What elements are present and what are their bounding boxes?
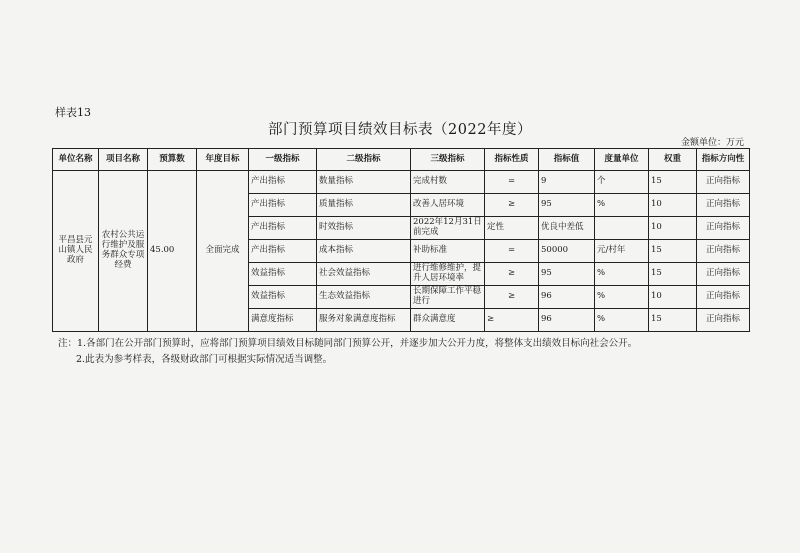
level2-cell: 质量指标 — [317, 194, 411, 217]
weight-cell: 15 — [649, 240, 697, 263]
level1-cell: 效益指标 — [249, 263, 317, 286]
direction-cell: 正向指标 — [697, 217, 750, 240]
direction-cell: 正向指标 — [697, 171, 750, 194]
header-cell: 权重 — [649, 149, 697, 171]
level1-cell: 满意度指标 — [249, 309, 317, 332]
header-cell: 指标方向性 — [697, 149, 750, 171]
header-cell: 二级指标 — [317, 149, 411, 171]
nature-cell: = — [485, 240, 539, 263]
sample-label: 样表13 — [55, 106, 91, 119]
nature-cell: ≥ — [485, 309, 539, 332]
level3-cell: 长期保障工作平稳进行 — [411, 286, 485, 309]
page-title: 部门预算项目绩效目标表（2022年度） — [268, 122, 532, 138]
level3-cell: 完成村数 — [411, 171, 485, 194]
level1-cell: 产出指标 — [249, 240, 317, 263]
nature-cell: ≥ — [485, 286, 539, 309]
performance-goal-table — [52, 148, 750, 332]
value-cell: 50000 — [539, 240, 595, 263]
project-name-cell: 农村公共运行维护及服务群众专项经费 — [99, 171, 148, 332]
weight-cell: 15 — [649, 263, 697, 286]
table-row — [53, 171, 750, 194]
level1-cell: 产出指标 — [249, 194, 317, 217]
amount-unit-label: 金额单位：万元 — [680, 138, 744, 148]
header-cell: 单位名称 — [53, 149, 99, 171]
weight-cell: 10 — [649, 217, 697, 240]
level3-cell: 改善人居环境 — [411, 194, 485, 217]
value-cell: 96 — [539, 286, 595, 309]
direction-cell: 正向指标 — [697, 240, 750, 263]
header-cell: 一级指标 — [249, 149, 317, 171]
level1-cell: 产出指标 — [249, 217, 317, 240]
header-cell: 预算数 — [148, 149, 197, 171]
direction-cell: 正向指标 — [697, 263, 750, 286]
level2-cell: 生态效益指标 — [317, 286, 411, 309]
level3-cell: 补助标准 — [411, 240, 485, 263]
weight-cell: 10 — [649, 194, 697, 217]
notes — [58, 336, 637, 368]
level2-cell: 时效指标 — [317, 217, 411, 240]
level3-cell: 群众满意度 — [411, 309, 485, 332]
header-cell: 年度目标 — [197, 149, 249, 171]
header-cell: 指标值 — [539, 149, 595, 171]
nature-cell: ≥ — [485, 263, 539, 286]
header-cell: 度量单位 — [595, 149, 649, 171]
unit-name-cell: 平昌县元山镇人民政府 — [53, 171, 99, 332]
unit-cell: 元/村年 — [595, 240, 649, 263]
nature-cell: = — [485, 171, 539, 194]
unit-cell: % — [595, 194, 649, 217]
level1-cell: 效益指标 — [249, 286, 317, 309]
level2-cell: 成本指标 — [317, 240, 411, 263]
value-cell: 96 — [539, 309, 595, 332]
level2-cell: 社会效益指标 — [317, 263, 411, 286]
level3-cell: 2022年12月31日前完成 — [411, 217, 485, 240]
note-line: 2.此表为参考样表，各级财政部门可根据实际情况适当调整。 — [76, 354, 333, 365]
value-cell: 95 — [539, 263, 595, 286]
annual-goal-cell: 全面完成 — [197, 171, 249, 332]
value-cell: 95 — [539, 194, 595, 217]
unit-cell: % — [595, 286, 649, 309]
level3-cell: 进行维修维护，提升人居环境率 — [411, 263, 485, 286]
nature-cell: 定性 — [485, 217, 539, 240]
header-row — [53, 149, 750, 171]
value-cell: 9 — [539, 171, 595, 194]
weight-cell: 15 — [649, 171, 697, 194]
weight-cell: 10 — [649, 286, 697, 309]
value-cell: 优良中差低 — [539, 217, 595, 240]
unit-cell: % — [595, 309, 649, 332]
direction-cell: 正向指标 — [697, 194, 750, 217]
unit-cell: 个 — [595, 171, 649, 194]
weight-cell: 15 — [649, 309, 697, 332]
unit-cell: % — [595, 263, 649, 286]
level2-cell: 服务对象满意度指标 — [317, 309, 411, 332]
header-cell: 指标性质 — [485, 149, 539, 171]
unit-cell — [595, 217, 649, 240]
direction-cell: 正向指标 — [697, 309, 750, 332]
header-cell: 项目名称 — [99, 149, 148, 171]
budget-cell: 45.00 — [148, 171, 197, 332]
nature-cell: ≥ — [485, 194, 539, 217]
level2-cell: 数量指标 — [317, 171, 411, 194]
direction-cell: 正向指标 — [697, 286, 750, 309]
header-cell: 三级指标 — [411, 149, 485, 171]
note-line: 注：1.各部门在公开部门预算时，应将部门预算项目绩效目标随同部门预算公开，并逐步加大公开力度，将整体支出绩效目标向社会公开。 — [58, 338, 638, 349]
level1-cell: 产出指标 — [249, 171, 317, 194]
